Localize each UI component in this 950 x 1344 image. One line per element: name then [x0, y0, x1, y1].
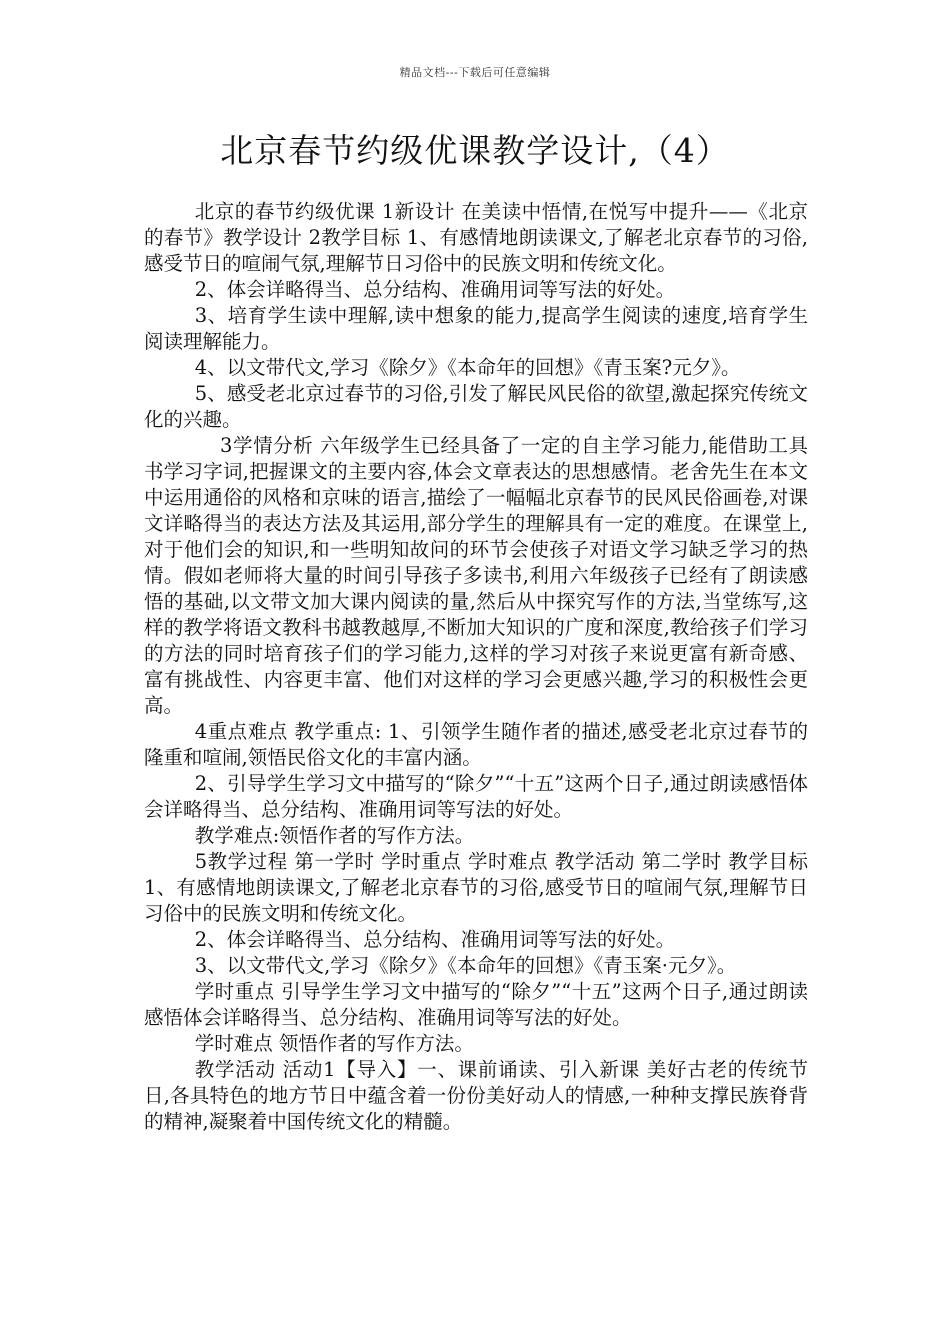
paragraph: 5、感受老北京过春节的习俗,引发了解民风民俗的欲望,激起探究传统文化的兴趣。	[144, 382, 808, 431]
paragraph: 4重点难点 教学重点: 1、引领学生随作者的描述,感受老北京过春节的隆重和喧闹,领悟民俗文化的丰富内涵。	[144, 720, 808, 769]
paragraph: 5教学过程 第一学时 学时重点 学时难点 教学活动 第二学时 教学目标 1、有感情地朗读课文,了解老北京春节的习俗,感受节日的喧闹气氛,理解节日习俗中的民族文明和传统文化。	[144, 850, 808, 925]
document-title: 北京春节约级优课教学设计,（4）	[220, 131, 730, 170]
paragraph: 2、引导学生学习文中描写的“除夕”“十五”这两个日子,通过朗读感悟体会详略得当、总分结构、准确用词等写法的好处。	[144, 772, 808, 821]
paragraph: 3学情分析 六年级学生已经具备了一定的自主学习能力,能借助工具书学习字词,把握课文的主要内容,体会文章表达的思想感情。老舍先生在本文中运用通俗的风格和京味的语言,描绘了一幅幅北京春节的民风民俗画卷,对课文详略得当的表达方法及其运用,部分学生的理解具有一定的难度。在课堂上,对于他们会的知识,和一些明知故问的环节会使孩子对语文学习缺乏学习的热情。假如老师将大量的时间引导孩子多读书,利用六年级孩子已经有了朗读感悟的基础,以文带文加大课内阅读的量,然后从中探究写作的方法,当堂练写,这样的教学将语文教科书越教越厚,不断加大知识的广度和深度,教给孩子们学习的方法的同时培育孩子们的学习能力,这样的学习对孩子来说更富有新奇感、富有挑战性、内容更丰富、他们对这样的学习会更感兴趣,学习的积极性会更高。	[144, 434, 808, 717]
paragraph: 2、体会详略得当、总分结构、准确用词等写法的好处。	[194, 928, 676, 951]
paragraph: 4、以文带代文,学习《除夕》《本命年的回想》《青玉案?元夕》。	[194, 356, 741, 379]
paragraph: 教学难点:领悟作者的写作方法。	[194, 824, 475, 847]
paragraph: 2、体会详略得当、总分结构、准确用词等写法的好处。	[194, 278, 676, 301]
paragraph: 3、以文带代文,学习《除夕》《本命年的回想》《青玉案·元夕》。	[194, 954, 737, 977]
paragraph: 北京的春节约级优课 1新设计 在美读中悟情,在悦写中提升——《北京的春节》教学设计 2教学目标 1、有感情地朗读课文,了解老北京春节的习俗,感受节日的喧闹气氛,理解节日习俗中的民族文明和传统文化。	[144, 200, 808, 275]
paragraph: 学时重点 引导学生学习文中描写的“除夕”“十五”这两个日子,通过朗读感悟体会详略得当、总分结构、准确用词等写法的好处。	[144, 980, 808, 1029]
paragraph: 教学活动 活动1【导入】一、课前诵读、引入新课 美好古老的传统节日,各具特色的地方节日中蕴含着一份份美好动人的情感,一种种支撑民族脊背的精神,凝聚着中国传统文化的精髓。	[144, 1058, 808, 1133]
paragraph: 学时难点 领悟作者的写作方法。	[194, 1032, 474, 1055]
paragraph: 3、培育学生读中理解,读中想象的能力,提高学生阅读的速度,培育学生阅读理解能力。	[144, 304, 808, 353]
header-note: 精品文档---下载后可任意编辑	[399, 66, 551, 79]
document-body	[144, 199, 808, 1135]
